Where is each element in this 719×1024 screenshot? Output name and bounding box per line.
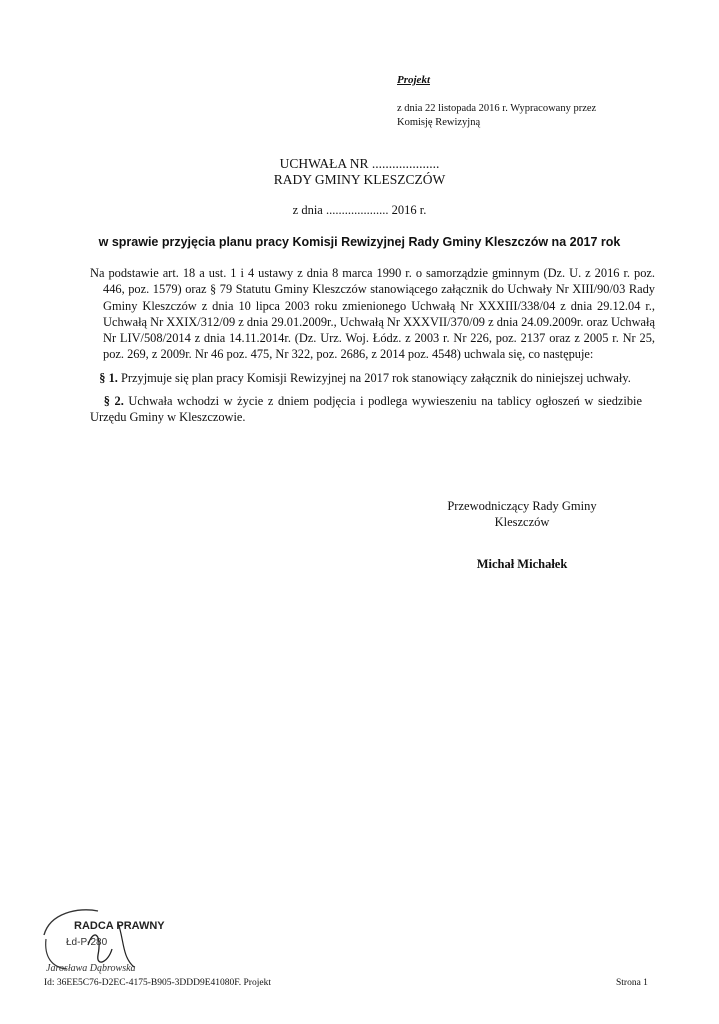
- section-1: [90, 370, 642, 386]
- page-number: Strona 1: [616, 978, 648, 988]
- section-2-text: Uchwała wchodzi w życie z dniem podjęcia i podlega wywieszeniu na tablicy ogłoszeń w siedzibie Urzędu Gminy w Kleszczowie.: [90, 394, 642, 425]
- resolution-number: UCHWAŁA NR ....................: [279, 156, 440, 171]
- stamp-line2: Łd-P-280: [66, 937, 108, 948]
- section-2: [90, 393, 642, 426]
- legal-advisor-stamp: [38, 905, 188, 983]
- section-1-text: Przyjmuje się plan pracy Komisji Rewizyjnej na 2017 rok stanowiący załącznik do niniejszej uchwały.: [117, 371, 631, 385]
- stamp-line3: Jarosława Dąbrowska: [46, 963, 136, 974]
- signatory-title-line1: Przewodniczący Rady Gminy: [447, 499, 597, 513]
- council-name: RADY GMINY KLESZCZÓW: [273, 172, 446, 187]
- resolution-subject: w sprawie przyjęcia planu pracy Komisji Rewizyjnej Rady Gminy Kleszczów na 2017 rok: [98, 235, 621, 249]
- legal-basis-text: Na podstawie art. 18 a ust. 1 i 4 ustawy z dnia 8 marca 1990 r. o samorządzie gminnym (Dz. U. z 2016 r. poz. 446, poz. 1579) oraz § 79 Statutu Gminy Kleszczów stanowiącego załącznik do Uchwały Nr XIII/90/03 Rady Gminy Kleszczów z dnia 10 lipca 2003 roku zmienionego Uchwałą Nr XXXIII/338/04 z dnia 29.12.04 r., Uchwałą Nr XXIX/312/09 z dnia 29.01.2009r., Uchwałą Nr XXXVII/370/09 z dnia 24.09.2009r. oraz Uchwałą Nr LIV/508/2014 z dnia 14.11.2014r. (Dz. Urz. Woj. Łódz. z 2003 r. Nr 226, poz. 2137 oraz z 2005 r. Nr 25, poz. 269, z 2009r. Nr 46 poz. 475, Nr 322, poz. 2686, z 2014 poz. 4548) uchwala się, co następuje:: [90, 266, 655, 362]
- draft-note-line2: Komisję Rewizyjną: [397, 117, 481, 128]
- legal-basis-paragraph: [90, 265, 655, 363]
- section-1-number: § 1.: [99, 371, 118, 385]
- section-2-number: § 2.: [103, 394, 124, 408]
- signatory-title: [422, 498, 622, 530]
- document-id: Id: 36EE5C76-D2EC-4175-B905-3DDD9E41080F. Projekt: [44, 978, 271, 988]
- resolution-date: z dnia .................... 2016 r.: [292, 203, 427, 217]
- draft-label: Projekt: [397, 74, 430, 86]
- draft-note-line1: z dnia 22 listopada 2016 r. Wypracowany przez: [397, 103, 597, 114]
- stamp-line1: RADCA PRAWNY: [74, 920, 165, 932]
- draft-note: [397, 102, 637, 130]
- signatory-name: Michał Michałek: [476, 557, 568, 571]
- signatory-title-line2: Kleszczów: [494, 515, 550, 529]
